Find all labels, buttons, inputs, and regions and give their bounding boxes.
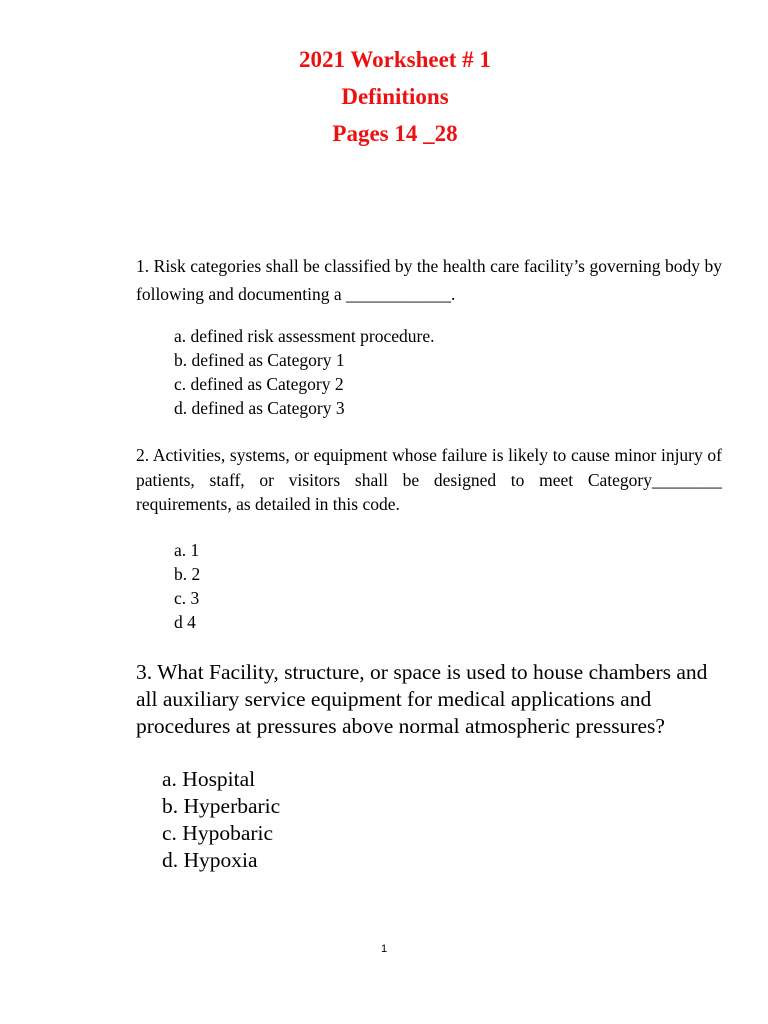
question-1-text: 1. Risk categories shall be classified by the health care facility’s governing body by following and documenting a ____________.	[136, 256, 722, 304]
section-title: Definitions	[341, 84, 449, 109]
question-1-option-d: d. defined as Category 3	[174, 398, 345, 418]
question-3-options	[162, 766, 280, 874]
page-number: 1	[380, 943, 388, 955]
question-3-text: 3. What Facility, structure, or space is used to house chambers and all auxiliary service equipment for medical applications and procedures at pressures above normal atmospheric pressures?	[136, 660, 708, 738]
question-1-option-c: c. defined as Category 2	[174, 374, 344, 394]
pages-range: Pages 14 _28	[332, 121, 458, 146]
question-2-options	[174, 538, 200, 634]
question-3-option-a: a. Hospital	[162, 767, 256, 791]
question-1-option-a: a. defined risk assessment procedure.	[174, 326, 435, 346]
question-3-option-b: b. Hyperbaric	[162, 794, 281, 818]
question-2-option-b: b. 2	[174, 564, 201, 584]
question-2-option-d: d 4	[174, 612, 196, 632]
worksheet-title: 2021 Worksheet # 1	[299, 47, 491, 72]
question-3-option-d: d. Hypoxia	[162, 848, 258, 872]
question-1-options	[174, 324, 434, 420]
question-2-option-c: c. 3	[174, 588, 200, 608]
question-2-option-a: a. 1	[174, 540, 200, 560]
question-2-text: 2. Activities, systems, or equipment whose failure is likely to cause minor injury of patients, staff, or visitors shall be designed to meet Category________ requirements, as detailed in this code.	[136, 445, 722, 514]
question-3-option-c: c. Hypobaric	[162, 821, 274, 845]
question-1-option-b: b. defined as Category 1	[174, 350, 345, 370]
